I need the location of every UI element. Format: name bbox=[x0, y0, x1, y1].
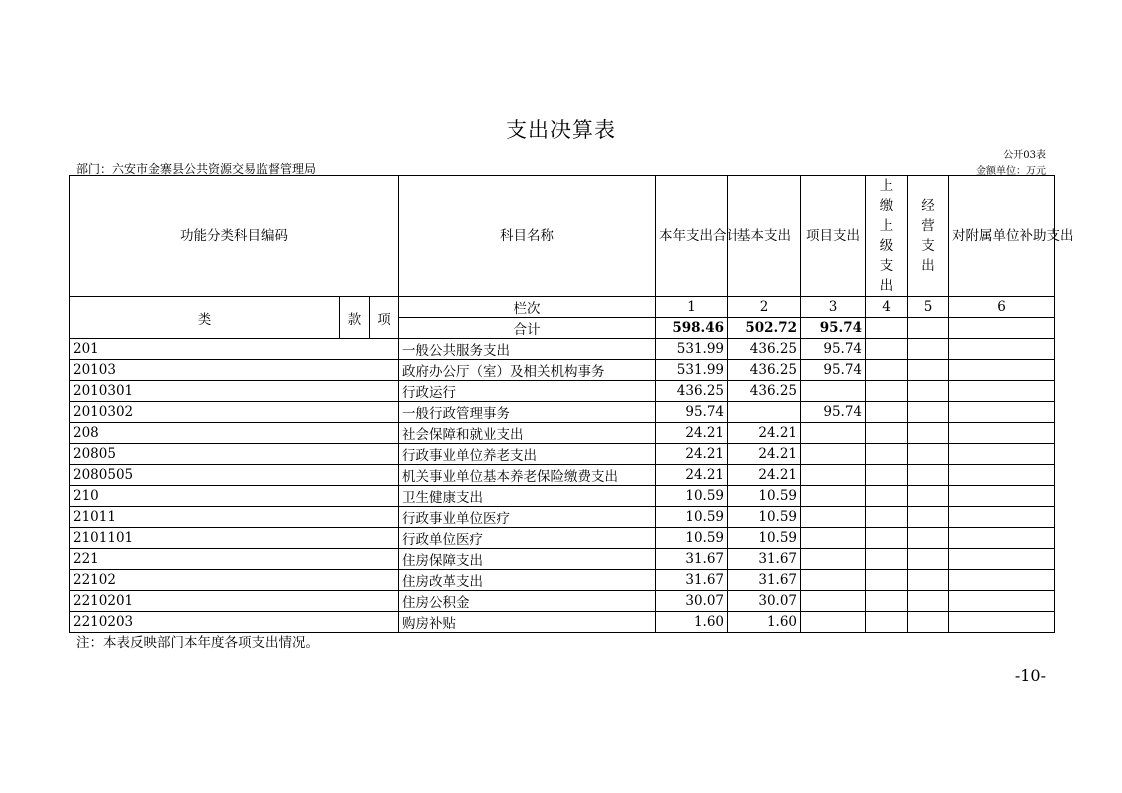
row-business bbox=[908, 444, 949, 465]
header-upper bbox=[866, 176, 908, 297]
row-total: 531.99 bbox=[656, 339, 728, 360]
row-subsidy bbox=[949, 339, 1055, 360]
table-row bbox=[70, 423, 1055, 444]
row-total: 10.59 bbox=[656, 528, 728, 549]
row-upper bbox=[866, 360, 908, 381]
row-subsidy bbox=[949, 528, 1055, 549]
row-business bbox=[908, 591, 949, 612]
col-number: 6 bbox=[949, 297, 1055, 318]
row-name: 政府办公厅（室）及相关机构事务 bbox=[399, 360, 656, 381]
row-project bbox=[801, 549, 866, 570]
header-upper-text: 上缴上级支出 bbox=[879, 178, 894, 294]
row-upper bbox=[866, 465, 908, 486]
header-xiang: 项 bbox=[370, 297, 399, 339]
row-business bbox=[908, 360, 949, 381]
table-row bbox=[70, 612, 1055, 633]
row-total: 24.21 bbox=[656, 444, 728, 465]
row-upper bbox=[866, 507, 908, 528]
row-business bbox=[908, 465, 949, 486]
row-subsidy bbox=[949, 549, 1055, 570]
row-project bbox=[801, 486, 866, 507]
row-name: 一般公共服务支出 bbox=[399, 339, 656, 360]
data-rows bbox=[70, 339, 1055, 633]
row-subsidy bbox=[949, 591, 1055, 612]
header-business bbox=[908, 176, 949, 297]
row-business bbox=[908, 507, 949, 528]
row-basic: 10.59 bbox=[728, 507, 801, 528]
row-subsidy bbox=[949, 570, 1055, 591]
row-total: 436.25 bbox=[656, 381, 728, 402]
table-row bbox=[70, 360, 1055, 381]
row-code: 208 bbox=[70, 423, 399, 444]
row-name: 住房公积金 bbox=[399, 591, 656, 612]
row-upper bbox=[866, 612, 908, 633]
header-subsidy: 对附属单位补助支出 bbox=[949, 176, 1055, 297]
column-number-row bbox=[70, 297, 1055, 318]
row-total: 95.74 bbox=[656, 402, 728, 423]
row-code: 22102 bbox=[70, 570, 399, 591]
row-total: 31.67 bbox=[656, 549, 728, 570]
total-basic: 502.72 bbox=[728, 318, 801, 339]
row-subsidy bbox=[949, 360, 1055, 381]
row-name: 住房保障支出 bbox=[399, 549, 656, 570]
table-row bbox=[70, 570, 1055, 591]
department-label: 部门：六安市金寨县公共资源交易监督管理局 bbox=[76, 162, 317, 176]
row-total: 1.60 bbox=[656, 612, 728, 633]
table-row bbox=[70, 339, 1055, 360]
row-total: 24.21 bbox=[656, 465, 728, 486]
row-total: 10.59 bbox=[656, 507, 728, 528]
row-code: 20103 bbox=[70, 360, 399, 381]
header-kuan: 款 bbox=[340, 297, 370, 339]
page-number: -10- bbox=[1014, 666, 1046, 685]
row-business bbox=[908, 486, 949, 507]
total-total: 598.46 bbox=[656, 318, 728, 339]
row-code: 20805 bbox=[70, 444, 399, 465]
row-code: 21011 bbox=[70, 507, 399, 528]
row-basic: 30.07 bbox=[728, 591, 801, 612]
col-number: 4 bbox=[866, 297, 908, 318]
header-basic: 基本支出 bbox=[728, 176, 801, 297]
row-upper bbox=[866, 549, 908, 570]
table-row bbox=[70, 381, 1055, 402]
row-code: 2210201 bbox=[70, 591, 399, 612]
header-code: 功能分类科目编码 bbox=[70, 176, 399, 297]
row-project bbox=[801, 465, 866, 486]
row-total: 531.99 bbox=[656, 360, 728, 381]
row-name: 行政单位医疗 bbox=[399, 528, 656, 549]
row-code: 2101101 bbox=[70, 528, 399, 549]
table-row bbox=[70, 465, 1055, 486]
header-lei: 类 bbox=[70, 297, 340, 339]
row-total: 24.21 bbox=[656, 423, 728, 444]
row-basic: 436.25 bbox=[728, 381, 801, 402]
row-basic: 24.21 bbox=[728, 465, 801, 486]
row-upper bbox=[866, 381, 908, 402]
row-business bbox=[908, 549, 949, 570]
row-subsidy bbox=[949, 507, 1055, 528]
row-upper bbox=[866, 444, 908, 465]
table-row bbox=[70, 444, 1055, 465]
row-upper bbox=[866, 423, 908, 444]
row-business bbox=[908, 612, 949, 633]
row-upper bbox=[866, 570, 908, 591]
header-business-text: 经营支出 bbox=[921, 198, 935, 274]
row-business bbox=[908, 528, 949, 549]
row-subsidy bbox=[949, 486, 1055, 507]
row-project bbox=[801, 423, 866, 444]
row-project bbox=[801, 570, 866, 591]
table-row bbox=[70, 549, 1055, 570]
row-code: 201 bbox=[70, 339, 399, 360]
row-basic: 31.67 bbox=[728, 549, 801, 570]
row-basic: 10.59 bbox=[728, 486, 801, 507]
row-upper bbox=[866, 402, 908, 423]
page-title: 支出决算表 bbox=[506, 118, 616, 142]
row-subsidy bbox=[949, 402, 1055, 423]
header-name: 科目名称 bbox=[399, 176, 656, 297]
row-basic: 24.21 bbox=[728, 444, 801, 465]
row-code: 2080505 bbox=[70, 465, 399, 486]
row-project: 95.74 bbox=[801, 360, 866, 381]
form-number: 公开03表 bbox=[1003, 150, 1046, 161]
table-row bbox=[70, 591, 1055, 612]
header-row bbox=[70, 176, 1055, 297]
row-code: 2010302 bbox=[70, 402, 399, 423]
row-basic: 1.60 bbox=[728, 612, 801, 633]
col-number: 5 bbox=[908, 297, 949, 318]
row-project bbox=[801, 528, 866, 549]
row-code: 2010301 bbox=[70, 381, 399, 402]
row-project bbox=[801, 444, 866, 465]
row-business bbox=[908, 381, 949, 402]
row-total: 30.07 bbox=[656, 591, 728, 612]
table-note: 注：本表反映部门本年度各项支出情况。 bbox=[76, 635, 319, 651]
row-code: 221 bbox=[70, 549, 399, 570]
table-row bbox=[70, 402, 1055, 423]
row-subsidy bbox=[949, 381, 1055, 402]
row-business bbox=[908, 402, 949, 423]
row-name: 购房补贴 bbox=[399, 612, 656, 633]
table-row bbox=[70, 486, 1055, 507]
row-code: 2210203 bbox=[70, 612, 399, 633]
row-total: 10.59 bbox=[656, 486, 728, 507]
row-subsidy bbox=[949, 444, 1055, 465]
col-number: 3 bbox=[801, 297, 866, 318]
row-name: 社会保障和就业支出 bbox=[399, 423, 656, 444]
row-basic: 24.21 bbox=[728, 423, 801, 444]
row-basic bbox=[728, 402, 801, 423]
row-project bbox=[801, 507, 866, 528]
total-project: 95.74 bbox=[801, 318, 866, 339]
total-label: 合计 bbox=[399, 318, 656, 339]
row-basic: 436.25 bbox=[728, 360, 801, 381]
row-project: 95.74 bbox=[801, 402, 866, 423]
header-total: 本年支出合计 bbox=[656, 176, 728, 297]
row-subsidy bbox=[949, 423, 1055, 444]
row-name: 卫生健康支出 bbox=[399, 486, 656, 507]
row-code: 210 bbox=[70, 486, 399, 507]
table-row bbox=[70, 507, 1055, 528]
row-basic: 436.25 bbox=[728, 339, 801, 360]
table-row bbox=[70, 528, 1055, 549]
row-project bbox=[801, 381, 866, 402]
row-name: 住房改革支出 bbox=[399, 570, 656, 591]
expenditure-table bbox=[69, 175, 1074, 633]
col-number: 2 bbox=[728, 297, 801, 318]
row-business bbox=[908, 339, 949, 360]
row-project bbox=[801, 612, 866, 633]
row-name: 一般行政管理事务 bbox=[399, 402, 656, 423]
row-business bbox=[908, 423, 949, 444]
row-basic: 31.67 bbox=[728, 570, 801, 591]
row-project bbox=[801, 591, 866, 612]
col-number: 1 bbox=[656, 297, 728, 318]
row-name: 行政运行 bbox=[399, 381, 656, 402]
row-subsidy bbox=[949, 465, 1055, 486]
row-project: 95.74 bbox=[801, 339, 866, 360]
row-basic: 10.59 bbox=[728, 528, 801, 549]
row-upper bbox=[866, 591, 908, 612]
row-upper bbox=[866, 486, 908, 507]
row-name: 行政事业单位医疗 bbox=[399, 507, 656, 528]
row-business bbox=[908, 570, 949, 591]
row-subsidy bbox=[949, 612, 1055, 633]
row-upper bbox=[866, 339, 908, 360]
header-project: 项目支出 bbox=[801, 176, 866, 297]
unit-label: 金额单位：万元 bbox=[976, 166, 1046, 177]
row-total: 31.67 bbox=[656, 570, 728, 591]
header-lanci: 栏次 bbox=[399, 297, 656, 318]
row-upper bbox=[866, 528, 908, 549]
row-name: 机关事业单位基本养老保险缴费支出 bbox=[399, 465, 656, 486]
row-name: 行政事业单位养老支出 bbox=[399, 444, 656, 465]
